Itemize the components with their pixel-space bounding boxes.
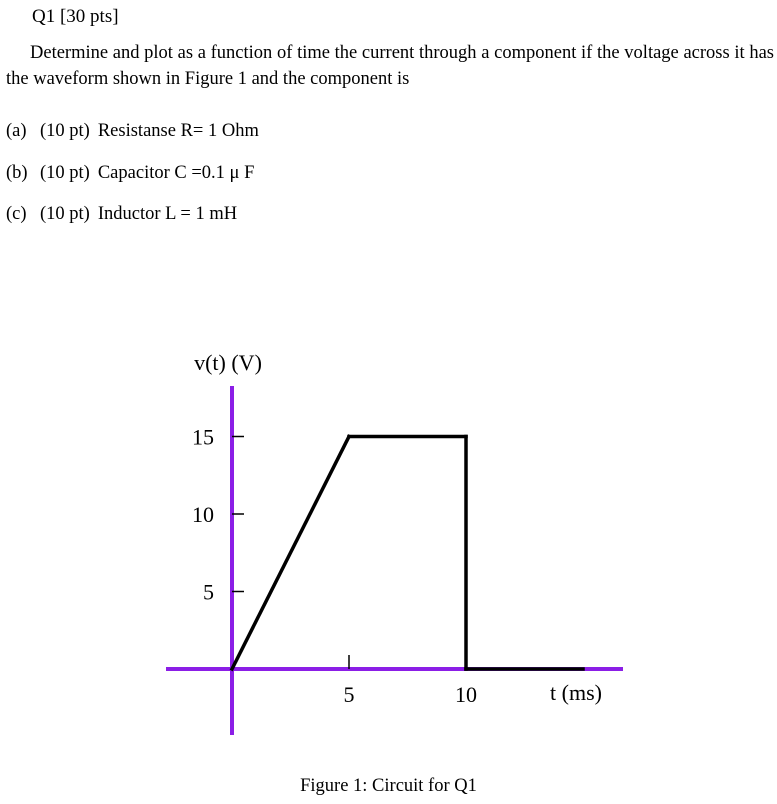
- part-a-label: (a): [6, 121, 27, 141]
- question-body-text: Determine and plot as a function of time the current through a component if the voltage across it has the waveform shown in Figure 1 and the component is: [6, 43, 774, 89]
- x-tick-label-5: 5: [343, 682, 355, 707]
- y-tick-label-5: 5: [203, 579, 214, 605]
- part-b-text: Capacitor C =0.1 μ F: [97, 163, 255, 183]
- part-b-points: (10 pt): [40, 163, 90, 183]
- y-tick-label-15: 15: [192, 424, 214, 450]
- waveform-segment-1: [232, 437, 349, 670]
- part-a-points: (10 pt): [40, 121, 90, 141]
- part-b-label: (b): [6, 163, 28, 183]
- series-layer: [232, 436, 583, 669]
- x-axis-label: t (ms): [550, 680, 602, 705]
- x-tick-label-10: 10: [455, 682, 477, 707]
- y-tick-label-10: 10: [192, 502, 214, 527]
- question-title: Q1 [30 pts]: [32, 6, 119, 27]
- y-axis-label: v(t) (V): [194, 350, 262, 375]
- part-c-text: Inductor L = 1 mH: [97, 204, 238, 224]
- part-c-label: (c): [6, 204, 27, 224]
- labels-layer: [192, 350, 602, 707]
- part-c-points: (10 pt): [40, 204, 90, 224]
- part-a-text: Resistanse R= 1 Ohm: [97, 121, 259, 141]
- figure-caption: Figure 1: Circuit for Q1: [300, 776, 477, 796]
